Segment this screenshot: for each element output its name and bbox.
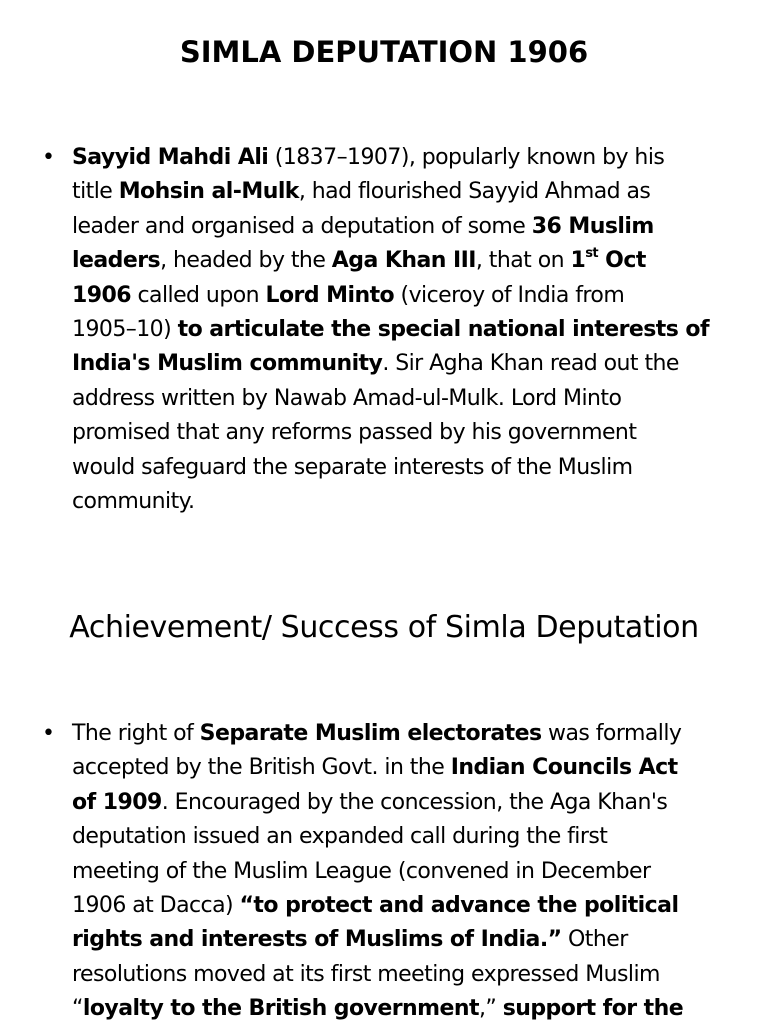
bold-text-run: 1906 — [72, 282, 132, 308]
paragraph-simla-deputation — [72, 141, 722, 519]
text-line — [72, 923, 722, 957]
text-run: ,” — [478, 996, 503, 1022]
text-run: called upon — [131, 282, 266, 308]
text-run: “ — [72, 996, 83, 1022]
text-line — [72, 820, 722, 854]
text-run: accepted by the British Govt. in the — [72, 755, 451, 781]
text-line — [72, 382, 722, 416]
bullet-dot-icon: • — [42, 721, 55, 746]
paragraph-achievement — [72, 717, 722, 1027]
bold-text-run: leaders — [72, 248, 161, 274]
bold-text-run: Lord Minto — [265, 282, 395, 308]
bold-text-run: Sayyid Mahdi Ali — [72, 145, 269, 170]
text-run: , had flourished Sayyid Ahmad as — [298, 179, 651, 205]
bold-text-run: of 1909 — [72, 789, 162, 815]
bold-text-run: Mohsin al-Mulk — [118, 179, 299, 205]
text-line — [72, 313, 722, 347]
page-title: SIMLA DEPUTATION 1906 — [179, 35, 589, 69]
text-run: resolutions moved at its first meeting expressed Muslim — [72, 961, 660, 987]
text-line — [72, 244, 722, 278]
bold-text-run: support for the — [502, 996, 684, 1022]
bold-text-run: Indian Councils Act — [450, 755, 678, 781]
bold-text-run: rights and interests of Muslims of India.” — [72, 927, 562, 953]
bullet-dot-icon: • — [42, 145, 55, 170]
bold-text-run: loyalty to the British government — [82, 996, 479, 1022]
bold-text-run: India's Muslim community — [72, 351, 383, 377]
text-line — [72, 485, 722, 519]
text-line — [72, 992, 722, 1026]
text-run: (1837–1907), popularly known by his — [268, 145, 665, 170]
bold-text-run: 1 — [570, 248, 586, 274]
text-line — [72, 855, 722, 889]
text-run: meeting of the Muslim League (convened in December — [72, 858, 651, 884]
text-run: . Sir Agha Khan read out the — [382, 351, 679, 377]
text-run: 1906 at Dacca) — [72, 893, 240, 919]
bold-text-run: Separate Muslim electorates — [199, 721, 542, 746]
text-run: leader and organised a deputation of some — [72, 213, 532, 239]
text-line — [72, 347, 722, 381]
text-line — [72, 141, 722, 175]
text-line — [72, 279, 722, 313]
text-run: (viceroy of India from — [394, 282, 625, 308]
text-run: would safeguard the separate interests of the Muslim — [72, 454, 633, 480]
text-line — [72, 751, 722, 785]
bold-text-run: Oct — [598, 248, 646, 274]
text-line — [72, 416, 722, 450]
bold-text-run: to articulate the special national interests of — [177, 317, 709, 343]
text-line — [72, 175, 722, 209]
bold-text-run: “to protect and advance the political — [239, 893, 679, 919]
text-run: , headed by the — [160, 248, 332, 274]
text-run: . Encouraged by the concession, the Aga Khan's — [161, 789, 668, 815]
text-line — [72, 451, 722, 485]
bold-text-run: 36 Muslim — [531, 213, 654, 239]
text-line — [72, 786, 722, 820]
text-run: , that on — [475, 248, 571, 274]
text-line — [72, 958, 722, 992]
bold-text-run: st — [585, 245, 599, 261]
section-heading-achievement: Achievement/ Success of Simla Deputation — [69, 610, 699, 645]
text-run: was formally — [541, 721, 682, 746]
text-run: The right of — [72, 721, 200, 746]
text-line — [72, 889, 722, 923]
text-line — [72, 717, 722, 751]
text-run: community. — [72, 489, 195, 515]
text-run: deputation issued an expanded call during the first — [72, 824, 608, 850]
text-run: 1905–10) — [72, 317, 178, 343]
text-run: title — [72, 179, 119, 205]
text-run: Other — [561, 927, 628, 953]
text-run: address written by Nawab Amad-ul-Mulk. Lord Minto — [72, 385, 622, 411]
bold-text-run: Aga Khan III — [331, 248, 476, 274]
text-line — [72, 210, 722, 244]
text-run: promised that any reforms passed by his government — [72, 420, 637, 446]
